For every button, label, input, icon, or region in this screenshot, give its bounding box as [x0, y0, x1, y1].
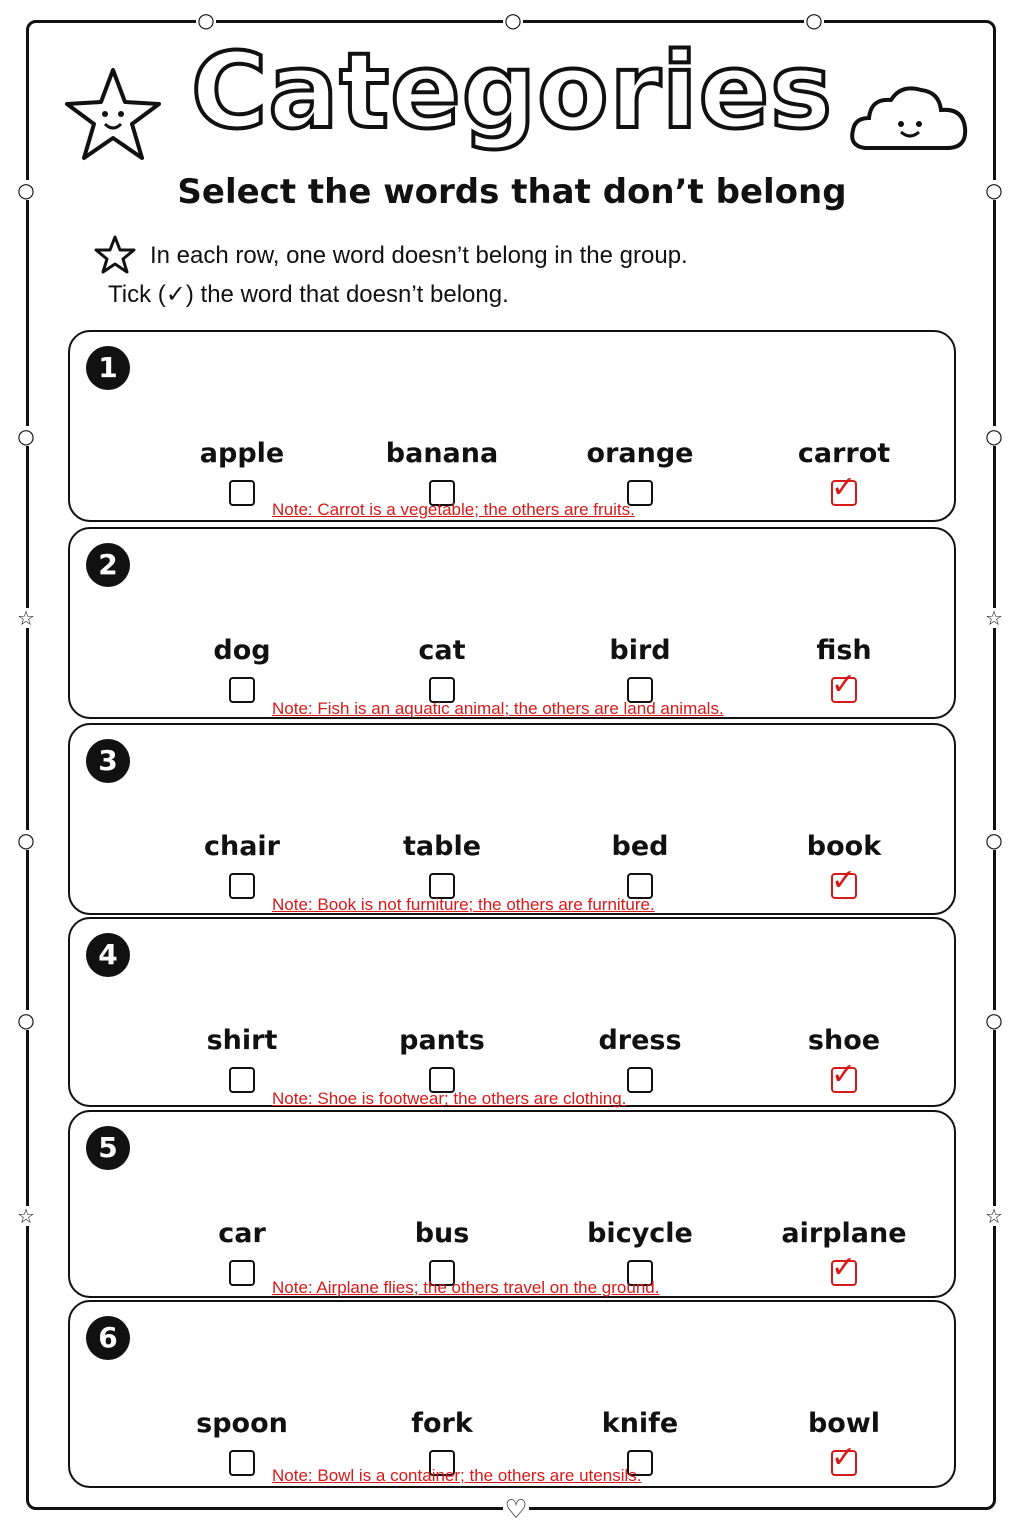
choice-word: dog	[213, 635, 271, 666]
checkbox-checked[interactable]	[831, 667, 857, 703]
row-number-badge: 3	[86, 739, 130, 783]
circle-ornament-icon: ○	[197, 8, 215, 32]
car-icon	[192, 1122, 292, 1222]
choice-shirt	[142, 919, 342, 1105]
choice-dog	[142, 529, 342, 717]
checkbox[interactable]	[229, 1260, 255, 1286]
choice-carrot	[744, 332, 944, 520]
choice-pants	[342, 919, 542, 1105]
answer-note: Note: Fish is an aquatic animal; the others are land animals.	[272, 699, 724, 718]
checkbox-checked[interactable]	[831, 863, 857, 899]
checkbox[interactable]	[627, 1067, 653, 1093]
question-row-2	[68, 527, 956, 719]
orange-icon	[590, 342, 690, 442]
choice-word: knife	[601, 1408, 679, 1439]
choice-book	[744, 725, 944, 913]
choice-knife	[540, 1302, 740, 1486]
star-bullet-icon	[92, 234, 138, 274]
choice-word: car	[218, 1218, 266, 1249]
checkbox[interactable]	[229, 873, 255, 899]
carrot-icon	[794, 342, 894, 442]
choice-apple	[142, 332, 342, 520]
checkbox[interactable]	[229, 1067, 255, 1093]
choice-word: apple	[199, 438, 285, 469]
row-number-badge: 5	[86, 1126, 130, 1170]
choice-word: spoon	[196, 1408, 288, 1439]
check-mark-icon: ✓	[831, 1057, 857, 1092]
circle-ornament-icon: ○	[985, 828, 1003, 852]
answer-note: Note: Shoe is footwear; the others are clothing.	[272, 1089, 627, 1108]
circle-ornament-icon: ○	[504, 8, 522, 32]
choice-word: bicycle	[587, 1218, 693, 1249]
choice-word: orange	[586, 438, 694, 469]
page-subtitle: Select the words that don’t belong	[177, 172, 847, 212]
table-icon	[392, 735, 492, 835]
check-mark-icon: ✓	[831, 667, 857, 702]
choice-word: banana	[385, 438, 499, 469]
question-row-5	[68, 1110, 956, 1298]
bus-icon	[392, 1122, 492, 1222]
star-ornament-icon: ☆	[17, 606, 35, 630]
instruction-line-1: In each row, one word doesn’t belong in the group.	[150, 242, 688, 269]
choice-word: bird	[609, 635, 671, 666]
choice-word: airplane	[781, 1218, 907, 1249]
apple-icon	[192, 342, 292, 442]
bicycle-icon	[590, 1122, 690, 1222]
choice-word: bed	[611, 831, 669, 862]
row-number-badge: 6	[86, 1316, 130, 1360]
answer-note: Note: Airplane flies; the others travel on the ground.	[272, 1278, 660, 1297]
choice-table	[342, 725, 542, 913]
knife-icon	[590, 1312, 690, 1412]
check-mark-icon: ✓	[831, 863, 857, 898]
fork-icon	[392, 1312, 492, 1412]
choice-bowl	[744, 1302, 944, 1486]
shirt-icon	[192, 929, 292, 1029]
choice-word: shirt	[206, 1025, 278, 1056]
bed-icon	[590, 735, 690, 835]
row-number-badge: 4	[86, 933, 130, 977]
dog-icon	[192, 539, 292, 639]
choice-word: carrot	[797, 438, 891, 469]
circle-ornament-icon: ○	[985, 178, 1003, 202]
star-ornament-icon: ☆	[17, 1204, 35, 1228]
row-number-badge: 2	[86, 543, 130, 587]
choice-word: fork	[411, 1408, 473, 1439]
checkbox[interactable]	[229, 677, 255, 703]
fish-icon	[794, 539, 894, 639]
instruction-line-2: Tick (✓) the word that doesn’t belong.	[108, 281, 509, 308]
circle-ornament-icon: ○	[17, 828, 35, 852]
checkbox[interactable]	[229, 1450, 255, 1476]
choice-word: book	[806, 831, 882, 862]
choice-word: fish	[816, 635, 872, 666]
choice-bicycle	[540, 1112, 740, 1296]
choice-word: dress	[598, 1025, 682, 1056]
circle-ornament-icon: ○	[805, 8, 823, 32]
page-title: Categories	[190, 30, 834, 152]
choice-fork	[342, 1302, 542, 1486]
banana-icon	[392, 342, 492, 442]
spoon-icon	[192, 1312, 292, 1412]
circle-ornament-icon: ○	[17, 424, 35, 448]
choice-shoe	[744, 919, 944, 1105]
checkbox[interactable]	[229, 480, 255, 506]
choice-airplane	[744, 1112, 944, 1296]
circle-ornament-icon: ○	[985, 424, 1003, 448]
choice-orange	[540, 332, 740, 520]
checkbox-checked[interactable]	[831, 1250, 857, 1286]
answer-note: Note: Carrot is a vegetable; the others are fruits.	[272, 500, 635, 519]
heart-ornament-icon: ♡	[504, 1495, 528, 1525]
choice-bed	[540, 725, 740, 913]
choice-word: shoe	[807, 1025, 881, 1056]
row-number-badge: 1	[86, 346, 130, 390]
choice-bird	[540, 529, 740, 717]
question-row-1	[68, 330, 956, 522]
choice-bus	[342, 1112, 542, 1296]
dress-icon	[590, 929, 690, 1029]
choice-spoon	[142, 1302, 342, 1486]
bowl-icon	[794, 1312, 894, 1412]
checkbox-checked[interactable]	[831, 470, 857, 506]
cat-icon	[392, 539, 492, 639]
choice-cat	[342, 529, 542, 717]
bird-icon	[590, 539, 690, 639]
check-mark-icon: ✓	[831, 1250, 857, 1285]
pants-icon	[392, 929, 492, 1029]
airplane-icon	[794, 1122, 894, 1222]
star-ornament-icon: ☆	[985, 1204, 1003, 1228]
book-icon	[794, 735, 894, 835]
star-ornament-icon: ☆	[985, 606, 1003, 630]
checkbox-checked[interactable]	[831, 1440, 857, 1476]
choice-word: cat	[418, 635, 466, 666]
choice-word: table	[402, 831, 482, 862]
chair-icon	[192, 735, 292, 835]
circle-ornament-icon: ○	[17, 1008, 35, 1032]
check-mark-icon: ✓	[831, 1440, 857, 1475]
question-row-4	[68, 917, 956, 1107]
circle-ornament-icon: ○	[985, 1008, 1003, 1032]
circle-ornament-icon: ○	[17, 178, 35, 202]
question-row-6	[68, 1300, 956, 1488]
choice-chair	[142, 725, 342, 913]
choice-dress	[540, 919, 740, 1105]
answer-note: Note: Book is not furniture; the others are furniture.	[272, 895, 655, 914]
choice-word: bowl	[807, 1408, 881, 1439]
shoe-icon	[794, 929, 894, 1029]
check-mark-icon: ✓	[831, 470, 857, 505]
answer-note: Note: Bowl is a container; the others are utensils.	[272, 1466, 642, 1485]
choice-banana	[342, 332, 542, 520]
choice-word: bus	[414, 1218, 470, 1249]
choice-word: pants	[399, 1025, 485, 1056]
choice-fish	[744, 529, 944, 717]
choice-word: chair	[203, 831, 281, 862]
question-row-3	[68, 723, 956, 915]
choice-car	[142, 1112, 342, 1296]
checkbox-checked[interactable]	[831, 1057, 857, 1093]
